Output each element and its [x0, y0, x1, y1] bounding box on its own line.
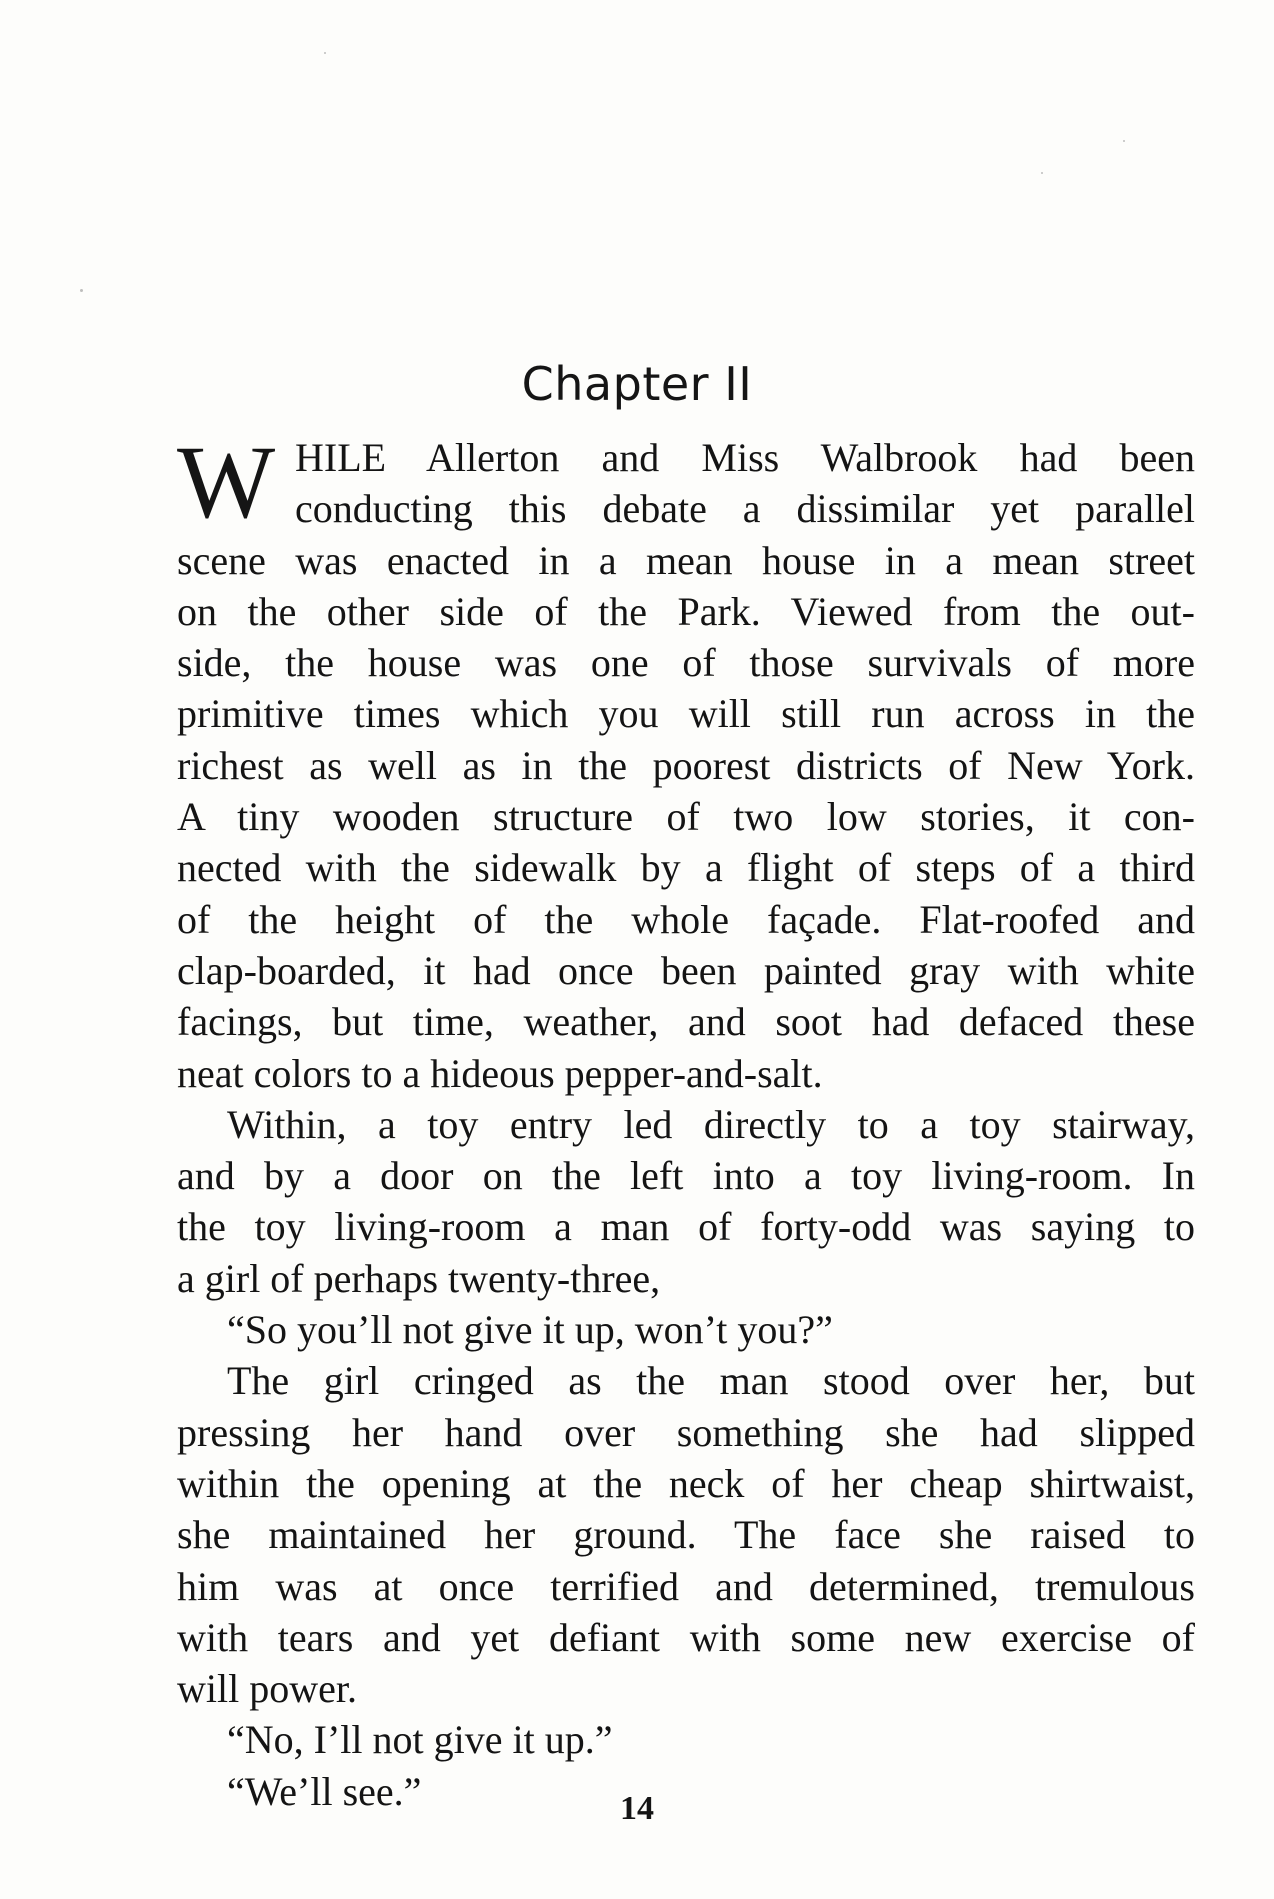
text-line: within the opening at the neck of her cheap shirtwaist, [177, 1460, 1195, 1506]
text-line: clap-boarded, it had once been painted gray with white [177, 947, 1195, 993]
text-line: she maintained her ground. The face she raised to [177, 1512, 1195, 1558]
text-line: side, the house was one of those survivals of more [177, 640, 1195, 686]
text-line: a girl of perhaps twenty-three, [177, 1255, 661, 1301]
text-line: richest as well as in the poorest districts of New York. [177, 742, 1195, 788]
text-line: scene was enacted in a mean house in a mean street [177, 537, 1195, 583]
text-line: “We’ll see.” [227, 1768, 422, 1814]
text-line: the toy living-room a man of forty-odd was saying to [177, 1204, 1195, 1250]
paper-speck [1123, 140, 1125, 142]
text-line: him was at once terrified and determined, tremulous [177, 1563, 1195, 1609]
paper-speck [80, 289, 83, 292]
text-line: and by a door on the left into a toy living-room. In [177, 1153, 1195, 1199]
text-line: Within, a toy entry led directly to a toy stairway, [227, 1101, 1195, 1147]
text-line: on the other side of the Park. Viewed from the out- [177, 588, 1195, 634]
text-line: pressing her hand over something she had slipped [177, 1409, 1195, 1455]
text-line: The girl cringed as the man stood over her, but [227, 1358, 1195, 1404]
text-line: of the height of the whole façade. Flat-roofed and [177, 896, 1195, 942]
chapter-title: Chapter II [521, 356, 753, 411]
text-line: will power. [177, 1666, 357, 1712]
body-text [177, 425, 1195, 1817]
drop-cap: W [177, 425, 276, 540]
page-number: 14 [620, 1790, 654, 1827]
text-line: conducting this debate a dissimilar yet parallel [295, 486, 1195, 532]
paper-speck [1041, 172, 1043, 174]
text-line: “So you’ll not give it up, won’t you?” [227, 1307, 833, 1353]
text-line: A tiny wooden structure of two low stories, it con- [177, 794, 1195, 840]
text-line: neat colors to a hideous pepper-and-salt. [177, 1050, 823, 1096]
text-line: with tears and yet defiant with some new exercise of [177, 1614, 1195, 1660]
paper-speck [324, 52, 326, 54]
text-line: “No, I’ll not give it up.” [227, 1717, 613, 1763]
text-line: facings, but time, weather, and soot had defaced these [177, 999, 1195, 1045]
text-line: HILE Allerton and Miss Walbrook had been [295, 435, 1195, 480]
text-line: primitive times which you will still run across in the [177, 691, 1195, 737]
text-line: nected with the sidewalk by a flight of steps of a third [177, 845, 1195, 891]
